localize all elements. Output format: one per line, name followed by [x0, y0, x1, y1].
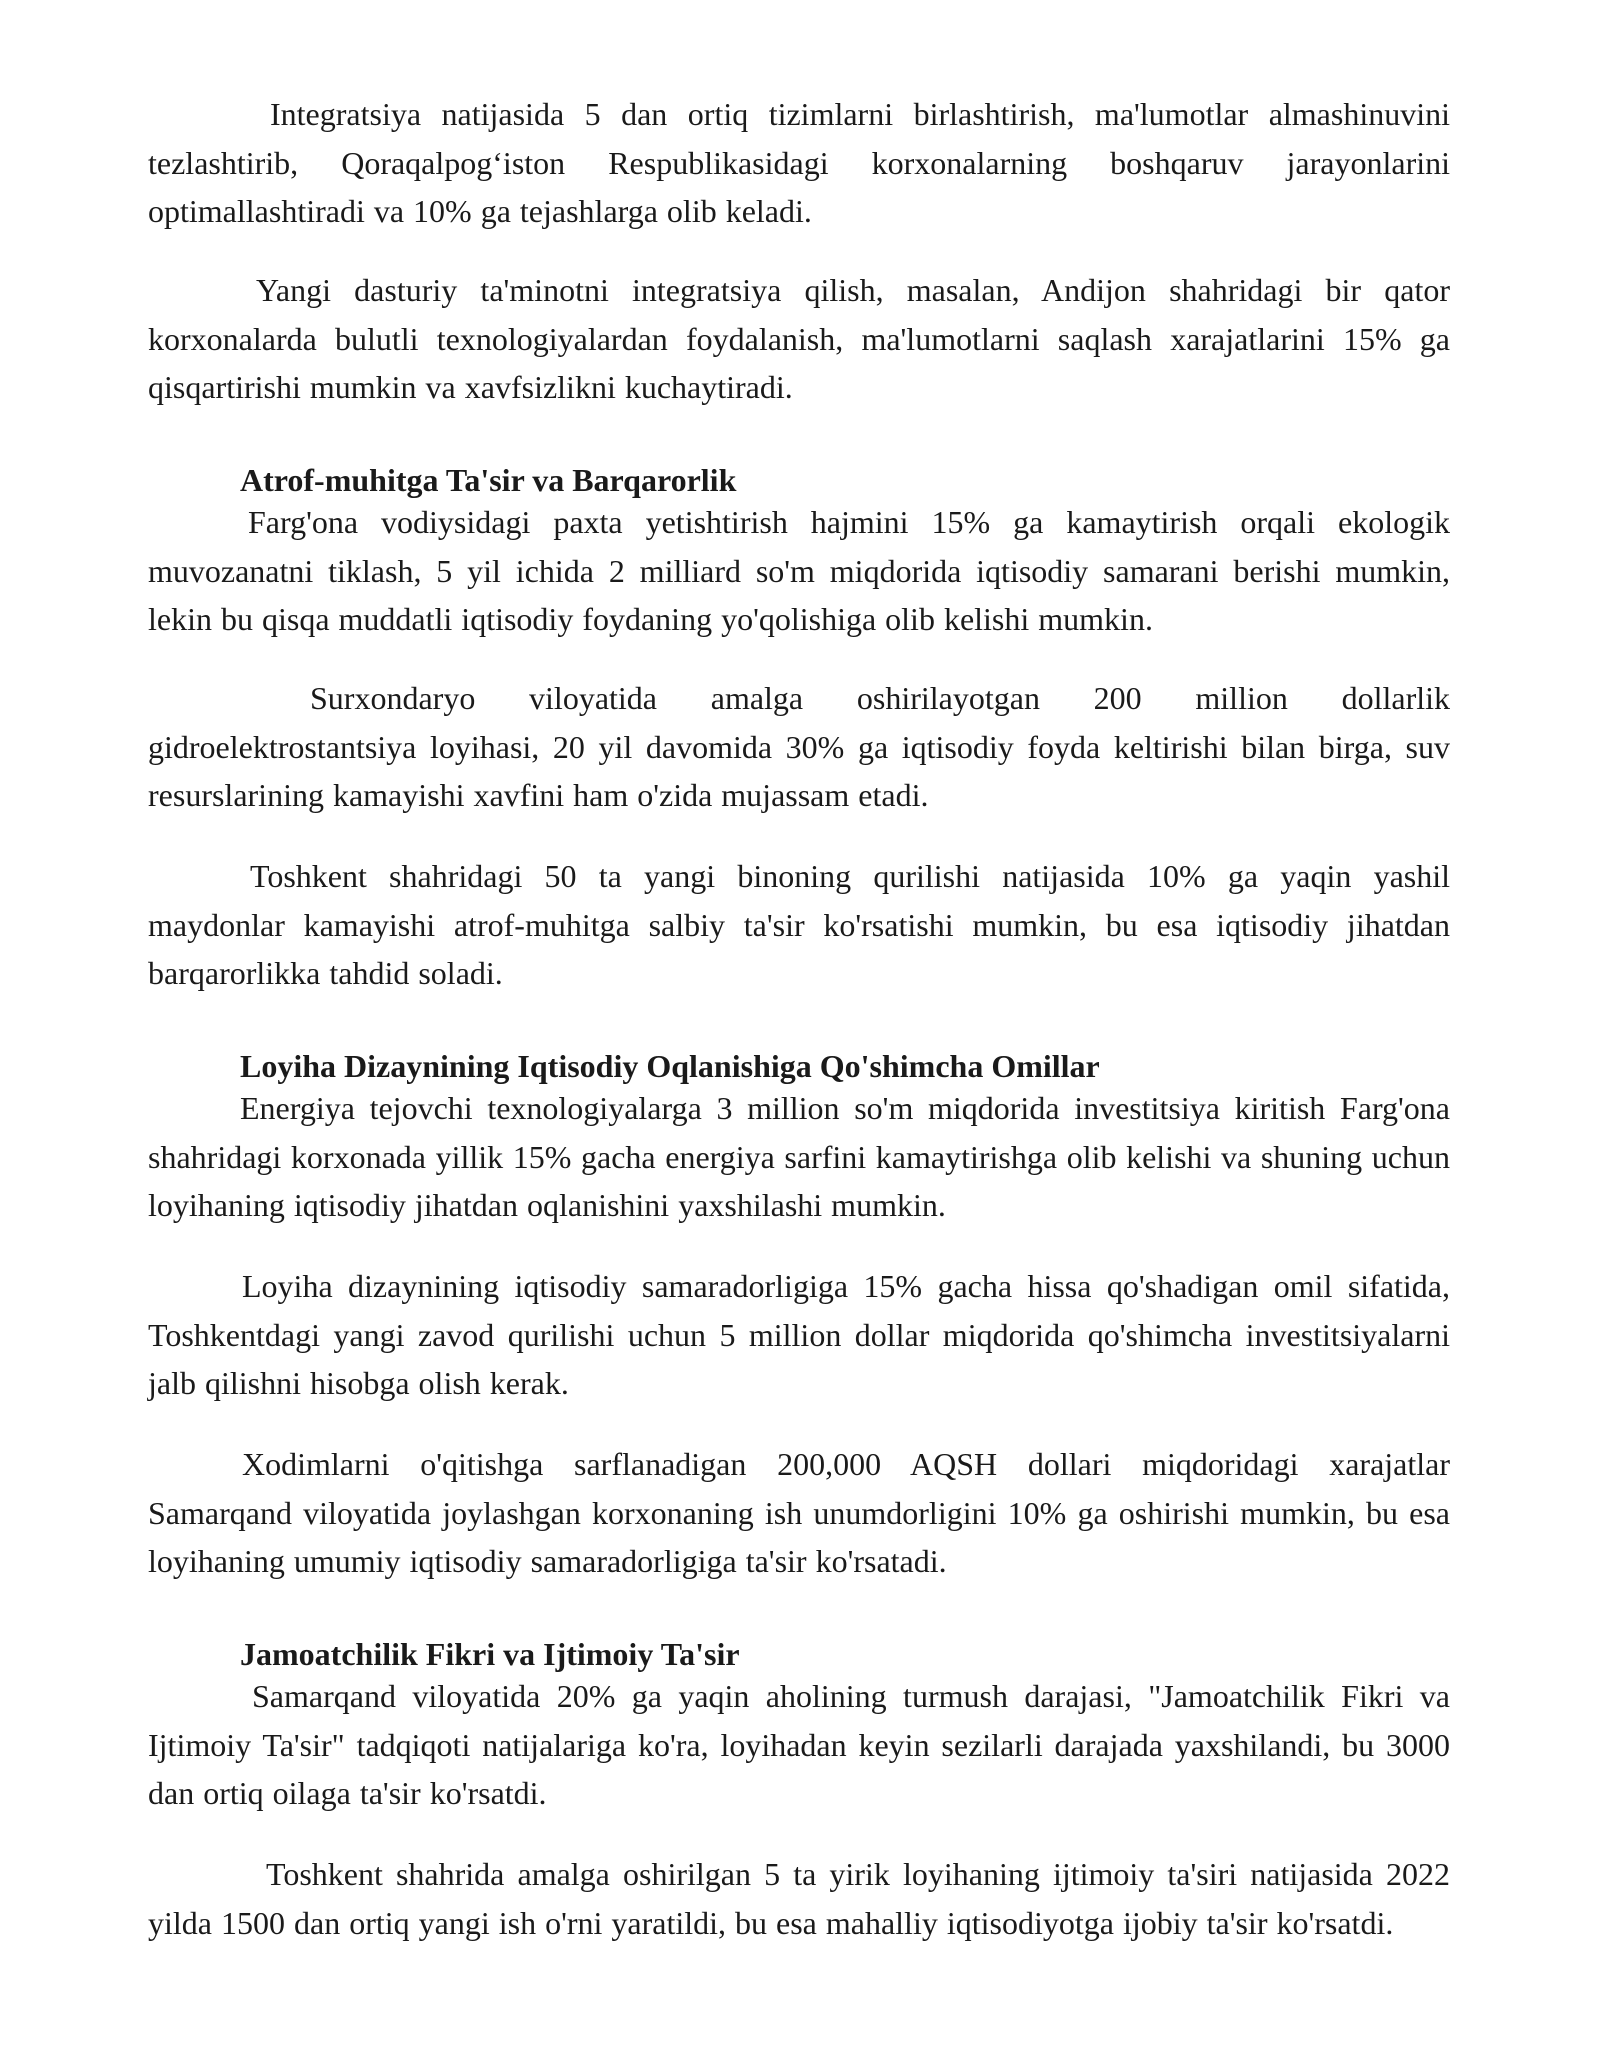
- paragraph-energy-saving: Energiya tejovchi texnologiyalarga 3 million so'm miqdorida investitsiya kiritish Farg'ona shahridagi korxonada yillik 15% gacha energiya sarfini kamaytirishga olib kelishi va shuning uchun loyihaning iqtisodiy jihatdan oqlanishini yaxshilashi mumkin.: [148, 1090, 1450, 1223]
- paragraph-design-efficiency: Loyiha dizaynining iqtisodiy samaradorligiga 15% gacha hissa qo'shadigan omil sifatida, Toshkentdagi yangi zavod qurilishi uchun 5 million dollar miqdorida qo'shimcha investitsiyalarni jalb qilishni hisobga olish kerak.: [148, 1268, 1450, 1401]
- paragraph-fergana-cotton: Farg'ona vodiysidagi paxta yetishtirish hajmini 15% ga kamaytirish orqali ekologik muvozanatni tiklash, 5 yil ichida 2 milliard so'm miqdorida iqtisodiy samarani berishi mumkin, lekin bu qisqa muddatli iqtisodiy foydaning yo'qolishiga olib kelishi mumkin.: [148, 504, 1450, 637]
- paragraph-staff-training: Xodimlarni o'qitishga sarflanadigan 200,000 AQSH dollari miqdoridagi xarajatlar Samarqand viloyatida joylashgan korxonaning ish unumdorligini 10% ga oshirishi mumkin, bu esa loyihaning umumiy iqtisodiy samaradorligiga ta'sir ko'rsatadi.: [148, 1446, 1450, 1579]
- paragraph-surkhandarya-hydro: Surxondaryo viloyatida amalga oshirilayotgan 200 million dollarlik gidroelektrostantsiya loyihasi, 20 yil davomida 30% ga iqtisodiy foyda keltirishi bilan birga, suv resurslarining kamayishi xavfini ham o'zida mujassam etadi.: [148, 680, 1450, 813]
- heading-environment-sustainability: Atrof-muhitga Ta'sir va Barqarorlik: [240, 462, 737, 498]
- heading-public-opinion: Jamoatchilik Fikri va Ijtimoiy Ta'sir: [240, 1636, 740, 1672]
- heading-additional-factors: Loyiha Dizaynining Iqtisodiy Oqlanishiga Qo'shimcha Omillar: [240, 1048, 1100, 1084]
- paragraph-samarkand-living: Samarqand viloyatida 20% ga yaqin aholining turmush darajasi, "Jamoatchilik Fikri va Ijtimoiy Ta'sir" tadqiqoti natijalariga ko'ra, loyihadan keyin sezilarli darajada yaxshilandi, bu 3000 dan ortiq oilaga ta'sir ko'rsatdi.: [148, 1678, 1450, 1811]
- paragraph-tashkent-jobs: Toshkent shahrida amalga oshirilgan 5 ta yirik loyihaning ijtimoiy ta'siri natijasida 2022 yilda 1500 dan ortiq yangi ish o'rni yaratildi, bu esa mahalliy iqtisodiyotga ijobiy ta'sir ko'rsatdi.: [148, 1856, 1450, 1941]
- paragraph-software-integration: Yangi dasturiy ta'minotni integratsiya qilish, masalan, Andijon shahridagi bir qator korxonalarda bulutli texnologiyalardan foydalanish, ma'lumotlarni saqlash xarajatlarini 15% ga qisqartirishi mumkin va xavfsizlikni kuchaytiradi.: [148, 272, 1450, 405]
- paragraph-tashkent-buildings: Toshkent shahridagi 50 ta yangi binoning qurilishi natijasida 10% ga yaqin yashil maydonlar kamayishi atrof-muhitga salbiy ta'sir ko'rsatishi mumkin, bu esa iqtisodiy jihatdan barqarorlikka tahdid soladi.: [148, 858, 1450, 991]
- paragraph-integration-systems: Integratsiya natijasida 5 dan ortiq tizimlarni birlashtirish, ma'lumotlar almashinuvini tezlashtirib, Qoraqalpog‘iston Respublikasidagi korxonalarning boshqaruv jarayonlarini optimallashtiradi va 10% ga tejashlarga olib keladi.: [148, 96, 1450, 229]
